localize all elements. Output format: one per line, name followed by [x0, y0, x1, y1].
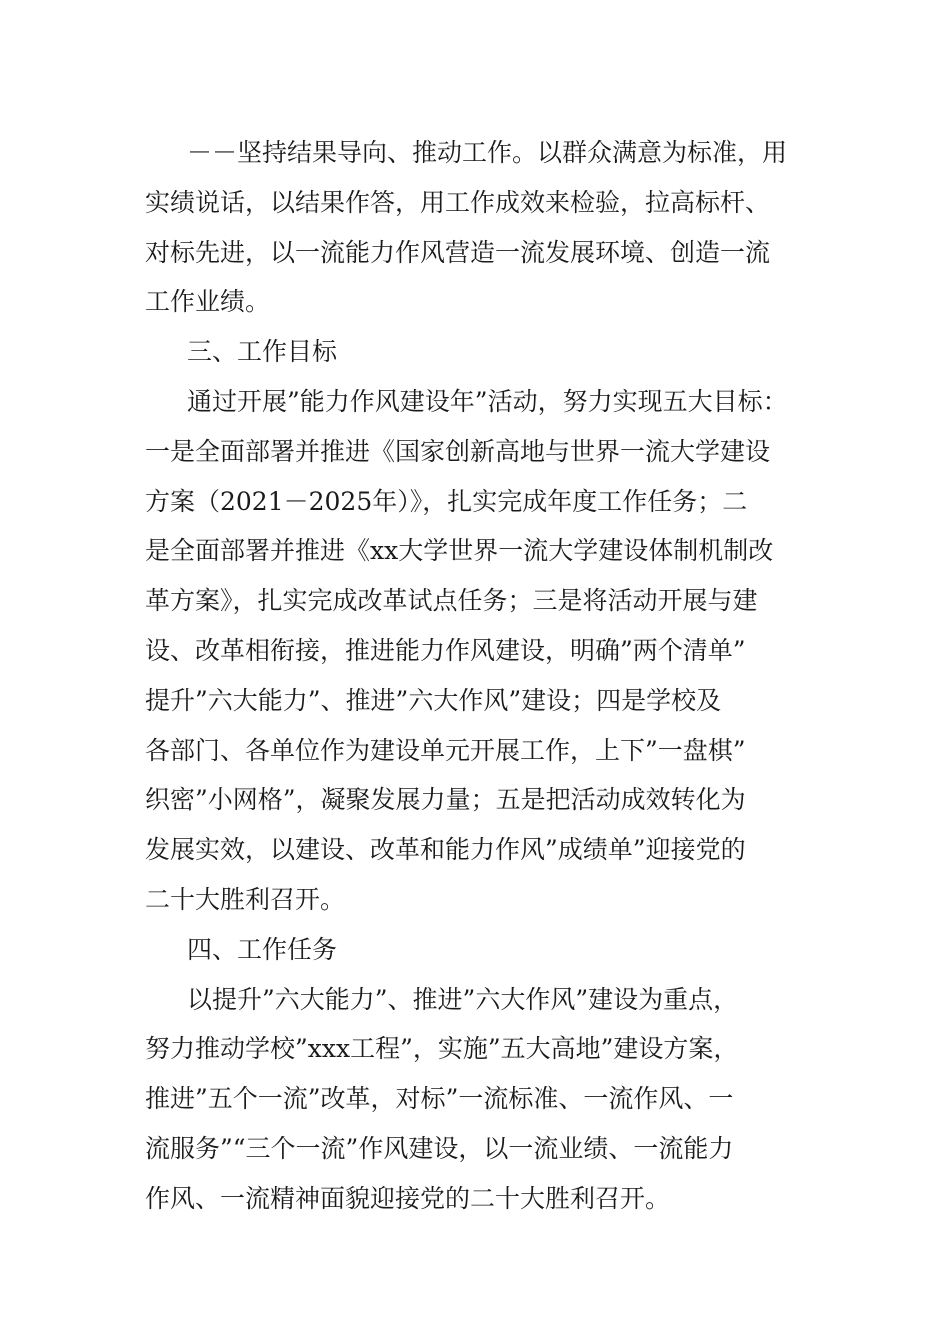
- paragraph-line: 努力推动学校”xxx工程”，实施”五大高地”建设方案，: [145, 1034, 739, 1064]
- document-body: [145, 128, 825, 1224]
- paragraph-line: 作风、一流精神面貌迎接党的二十大胜利召开。: [145, 1183, 671, 1213]
- paragraph-line: 发展实效，以建设、改革和能力作风”成绩单”迎接党的: [145, 835, 746, 865]
- paragraph-line: 实绩说话，以结果作答，用工作成效来检验，拉高标杆、: [145, 187, 771, 217]
- paragraph-line: 织密”小网格”，凝聚发展力量；五是把活动成效转化为: [145, 785, 746, 815]
- paragraph-line: 以提升”六大能力”、推进”六大作风”建设为重点，: [187, 984, 739, 1014]
- section-heading-goals: 三、工作目标: [187, 337, 338, 367]
- paragraph-line: 推进”五个一流”改革，对标”一流标准、一流作风、一: [145, 1084, 734, 1114]
- paragraph-line: 工作业绩。: [145, 287, 271, 317]
- paragraph-line: 提升”六大能力”、推进”六大作风”建设；四是学校及: [145, 685, 722, 715]
- section-heading-tasks: 四、工作任务: [187, 934, 338, 964]
- paragraph-line: 设、改革相衔接，推进能力作风建设，明确”两个清单”: [145, 635, 746, 665]
- paragraph-line: 方案（2021－2025年）》，扎实完成年度工作任务；二: [145, 486, 748, 516]
- paragraph-line: －－坚持结果导向、推动工作。以群众满意为标准，用: [187, 138, 788, 167]
- paragraph-line: 对标先进，以一流能力作风营造一流发展环境、创造一流: [145, 237, 771, 267]
- paragraph-line: 革方案》，扎实完成改革试点任务；三是将活动开展与建: [145, 586, 758, 616]
- paragraph-line: 二十大胜利召开。: [145, 884, 346, 914]
- paragraph-line: 通过开展”能力作风建设年”活动，努力实现五大目标：: [187, 386, 788, 416]
- paragraph-line: 是全面部署并推进《xx大学世界一流大学建设体制机制改: [145, 536, 774, 566]
- paragraph-line: 一是全面部署并推进《国家创新高地与世界一流大学建设: [145, 436, 771, 466]
- paragraph-line: 流服务”“三个一流”作风建设，以一流业绩、一流能力: [145, 1133, 734, 1163]
- paragraph-line: 各部门、各单位作为建设单元开展工作，上下”一盘棋”: [145, 735, 746, 765]
